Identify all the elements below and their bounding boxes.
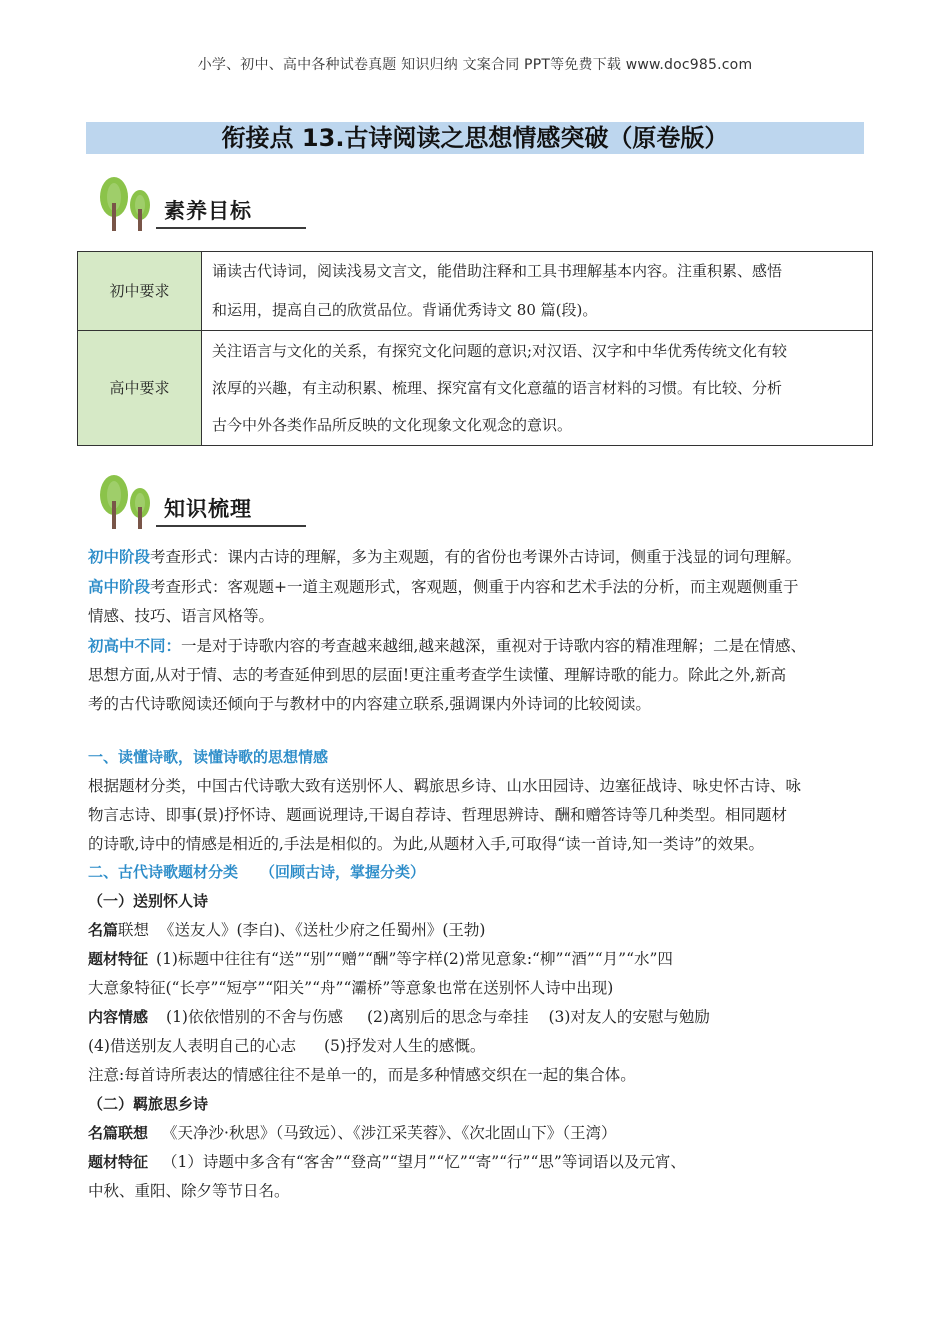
paragraph <box>88 1148 863 1177</box>
paragraph <box>88 1003 863 1032</box>
section-badge-goals <box>96 175 306 235</box>
heading-note: （回顾古诗，掌握分类） <box>260 863 426 881</box>
text: （1）诗题中多含有“客舍”“登高”“望月”“忆”“寄”“行”“思”等词语以及元宵、 <box>162 1153 686 1171</box>
label-senior: 高中阶段 <box>88 577 151 596</box>
text: 物言志诗、即事(景)抒怀诗、题画说理诗,干谒自荐诗、哲理思辨诗、酬和赠答诗等几种类型。相同题材 <box>88 806 788 824</box>
subsection-title: （一）送别怀人诗 <box>88 892 209 910</box>
paragraph <box>88 1032 863 1061</box>
row-content-junior <box>202 252 873 331</box>
text: 考查形式：客观题+一道主观题形式，客观题，侧重于内容和艺术手法的分析，而主观题侧重于 <box>150 578 799 596</box>
page-header: 小学、初中、高中各种试卷真题 知识归纳 文案合同 PPT等免费下载 www.doc985.com <box>197 57 753 73</box>
paragraph <box>88 1119 863 1148</box>
paragraph <box>88 572 863 602</box>
text: 根据题材分类，中国古代诗歌大致有送别怀人、羁旅思乡诗、山水田园诗、边塞征战诗、咏史怀古诗、咏 <box>88 777 802 795</box>
text: 《送友人》(李白)、《送杜少府之任蜀州》(王勃) <box>159 921 486 939</box>
table-row <box>78 252 873 331</box>
table-text: 和运用，提高自己的欣赏品位。背诵优秀诗文 80 篇(段)。 <box>212 301 598 319</box>
paragraph <box>88 945 863 974</box>
text: 思想方面,从对于情、志的考查延伸到思的层面!更注重考查学生读懂、理解诗歌的能力。除此之外,新高 <box>88 666 787 684</box>
label-famous: 名篇联想 <box>88 1124 149 1142</box>
row-content-senior <box>202 331 873 446</box>
text: 大意象特征(“长亭”“短亭”“阳关”“舟”“灞桥”等意象也常在送别怀人诗中出现) <box>88 979 614 997</box>
text: 考的古代诗歌阅读还倾向于与教材中的内容建立联系,强调课内外诗词的比较阅读。 <box>88 695 651 713</box>
table-text: 古今中外各类作品所反映的文化现象文化观念的意识。 <box>212 415 573 434</box>
heading-text: 二、古代诗歌题材分类 <box>88 863 239 881</box>
note: 注意:每首诗所表达的情感往往不是单一的，而是多种情感交织在一起的集合体。 <box>88 1066 636 1084</box>
divider <box>156 227 306 229</box>
label-emotion: 内容情感 <box>88 1008 149 1026</box>
text: 中秋、重阳、除夕等节日名。 <box>88 1182 290 1200</box>
label-famous: 名篇 <box>88 921 119 939</box>
knowledge-block <box>88 542 863 719</box>
section-title-goals: 素养目标 <box>164 199 252 223</box>
text: (1)依依惜别的不舍与伤感 <box>166 1008 343 1026</box>
text: 的诗歌,诗中的情感是相近的,手法是相似的。为此,从题材入手,可取得“读一首诗,知一类诗”的效果。 <box>88 835 764 853</box>
text: (1)标题中往往有“送”“别”“赠”“酬”等字样(2)常见意象:“柳”“酒”“月”“水”四 <box>156 950 673 968</box>
paragraph <box>88 631 863 661</box>
label-feature: 题材特征 <box>88 950 149 968</box>
label-junior: 初中阶段 <box>88 547 151 566</box>
requirements-table <box>77 251 873 446</box>
paragraph <box>88 916 863 945</box>
divider <box>156 525 306 527</box>
section-2 <box>88 858 863 1206</box>
document-title: 衔接点 13.古诗阅读之思想情感突破（原卷版） <box>86 122 864 154</box>
text: 一是对于诗歌内容的考查越来越细,越来越深，重视对于诗歌内容的精准理解；二是在情感、 <box>181 637 806 655</box>
section-1 <box>88 743 863 859</box>
subsection-title: （二）羁旅思乡诗 <box>88 1095 209 1113</box>
tree-icon <box>96 473 158 533</box>
text: (5)抒发对人生的感慨。 <box>323 1037 486 1055</box>
row-label-junior: 初中要求 <box>78 252 202 331</box>
label-famous-rest: 联想 <box>118 921 150 939</box>
section-title-knowledge: 知识梳理 <box>164 497 252 521</box>
tree-icon <box>96 175 158 235</box>
table-text: 浓厚的兴趣，有主动积累、梳理、探究富有文化意蕴的语言材料的习惯。有比较、分析 <box>212 378 783 397</box>
table-text: 诵读古代诗词，阅读浅易文言文，能借助注释和工具书理解基本内容。注重积累、感悟 <box>212 262 783 280</box>
paragraph <box>88 542 863 572</box>
text: 《天净沙·秋思》（马致远）、《涉江采芙蓉》、《次北固山下》（王湾） <box>162 1124 617 1142</box>
text: 情感、技巧、语言风格等。 <box>88 607 275 625</box>
label-difference: 初高中不同： <box>88 636 182 655</box>
section-badge-knowledge <box>96 473 306 533</box>
text: (4)借送别友人表明自己的心志 <box>88 1037 296 1055</box>
section-heading <box>88 858 863 887</box>
table-text: 关注语言与文化的关系，有探究文化问题的意识;对汉语、汉字和中华优秀传统文化有较 <box>212 341 788 360</box>
text: 考查形式：课内古诗的理解，多为主观题，有的省份也考课外古诗词，侧重于浅显的词句理解。 <box>150 548 802 566</box>
row-label-senior: 高中要求 <box>78 331 202 446</box>
text: (3)对友人的安慰与勉励 <box>548 1008 710 1026</box>
table-row <box>78 331 873 446</box>
section-heading: 一、读懂诗歌，读懂诗歌的思想情感 <box>88 748 329 766</box>
text: (2)离别后的思念与牵挂 <box>366 1008 529 1026</box>
label-feature: 题材特征 <box>88 1153 149 1171</box>
